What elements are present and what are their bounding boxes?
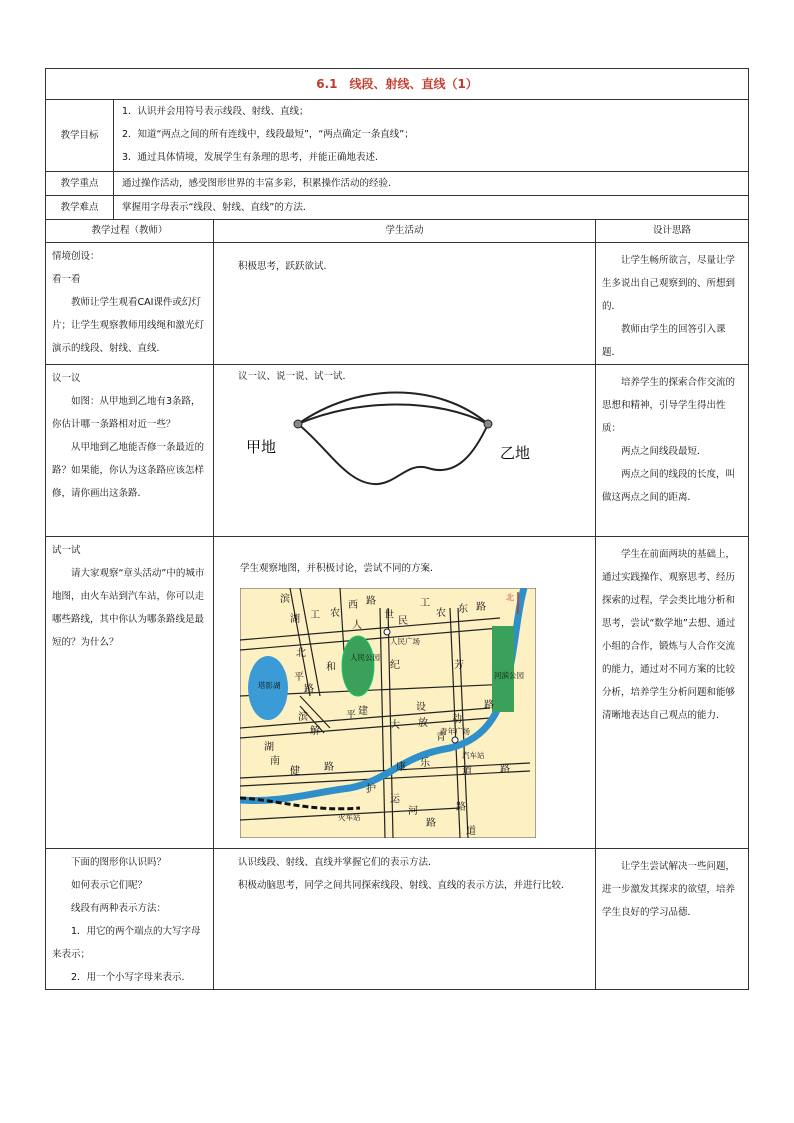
- row3-design: [596, 537, 749, 849]
- text-line: 让学生畅所欲言，尽量让学生多说出自己观察到的、所想到的．: [602, 255, 736, 312]
- text-line: 议一议: [52, 373, 81, 384]
- row1-student: [214, 243, 596, 365]
- road-char: 护: [366, 784, 376, 795]
- text-line: 教师让学生观看CAI课件或幻灯片；让学生观察教师用线绳和激光灯演示的线段、射线、直线．: [52, 297, 205, 354]
- text-line: 积极动脑思考，同学之间共同探索线段、射线、直线的表示方法，并进行比较．: [238, 880, 571, 891]
- road-char: 农: [330, 608, 340, 619]
- text-line: 两点之间线段最短．: [621, 446, 707, 457]
- text-line: 培养学生的探索合作交流的思想和精神，引导学生得出性质：: [602, 377, 736, 434]
- road-char: 西: [348, 600, 358, 611]
- road-char: 道: [466, 826, 476, 837]
- road-char: 湖: [264, 742, 274, 753]
- row4-teacher: [46, 849, 214, 990]
- place-label: 人民公园: [350, 653, 380, 662]
- header-student: 学生活动: [214, 220, 596, 243]
- text-line: 下面的图形你认识吗？: [71, 857, 167, 868]
- row2-student: [214, 365, 596, 537]
- header-teacher: 教学过程（教师）: [46, 220, 214, 243]
- road-char: 平: [346, 710, 356, 721]
- row1-teacher: [46, 243, 214, 365]
- goals-list: [114, 100, 749, 172]
- road-char: 路: [484, 700, 494, 711]
- row1-design: [596, 243, 749, 365]
- road-char: 人: [352, 620, 362, 631]
- key-point-text: 通过操作活动，感受图形世界的丰富多彩，积累操作活动的经验．: [114, 172, 749, 196]
- text-line: 如图：从甲地到乙地有3条路，你估计哪一条路相对近一些？: [52, 396, 201, 430]
- road-char: 工: [420, 598, 430, 609]
- difficulty-text: 掌握用字母表示“线段、射线、直线”的方法．: [114, 196, 749, 220]
- goal-item: 3．通过具体情境，发展学生有条理的思考，并能正确地表述．: [122, 152, 385, 163]
- city-map-svg: [240, 588, 536, 838]
- text-line: 2．用一个小写字母来表示．: [71, 972, 192, 983]
- road-char: 路: [456, 802, 466, 813]
- road-char: 大: [390, 720, 400, 731]
- lesson-table: [45, 68, 749, 990]
- square-marker: [452, 737, 458, 743]
- road-char: 路: [426, 818, 436, 829]
- text-line: 教师由学生的回答引入课题．: [602, 324, 726, 358]
- text-line: 议一议、说一说、试一试．: [238, 371, 353, 382]
- row2-teacher: [46, 365, 214, 537]
- road-char: 滨: [298, 712, 308, 723]
- row4-student: [214, 849, 596, 990]
- lesson-title-text: 线段、射线、直线（1）: [349, 77, 478, 91]
- text-line: 如何表示它们呢？: [71, 880, 148, 891]
- road-char: 青: [436, 732, 446, 743]
- row2-design: [596, 365, 749, 537]
- row3-student: [214, 537, 596, 849]
- header-design: 设计思路: [596, 220, 749, 243]
- text-line: 认识线段、射线、直线并掌握它们的表示方法．: [238, 857, 438, 868]
- road-char: 平: [294, 672, 304, 683]
- road-char: 设: [416, 702, 426, 713]
- road-char: 解: [310, 726, 320, 737]
- text-line: 线段有两种表示方法：: [71, 903, 167, 914]
- goal-item: 2．知道“两点之间的所有连线中，线段最短”，“两点确定一条直线”；: [122, 129, 414, 140]
- square-marker: [384, 629, 390, 635]
- text-line: 1．用它的两个端点的大写字母来表示；: [52, 926, 201, 960]
- text-line: 让学生尝试解决一些问题，进一步激发其探求的欲望，培养学生良好的学习品德．: [602, 861, 736, 918]
- text-line: 看一看: [52, 274, 81, 285]
- road-char: 世: [384, 610, 394, 621]
- road-char: 滨: [280, 594, 290, 605]
- goal-item: 1．认识并会用符号表示线段、射线、直线；: [122, 106, 309, 117]
- row4-design: [596, 849, 749, 990]
- lesson-number: 6.1: [316, 77, 338, 91]
- road-char: 健: [290, 766, 300, 777]
- road-char: 纪: [390, 660, 400, 671]
- road-char: 南: [270, 756, 280, 767]
- road-char: 东: [458, 604, 468, 615]
- text-line: 积极思考，跃跃欲试．: [238, 261, 334, 272]
- road-char: 路: [500, 764, 510, 775]
- place-label: 汽车站: [462, 751, 485, 760]
- road-char: 路: [366, 596, 376, 607]
- road-char: 道: [462, 766, 472, 777]
- place-label: 人民广场: [390, 637, 420, 646]
- road-char: 和: [326, 662, 336, 673]
- road-char: 路: [304, 684, 314, 695]
- label-yi-di: 乙地: [500, 444, 531, 462]
- road-char: 动: [452, 714, 462, 725]
- text-line: 两点之间的线段的长度，叫做这两点之间的距离．: [602, 469, 736, 503]
- place-label: 塔影湖: [258, 681, 281, 690]
- label-jia-di: 甲地: [246, 438, 277, 456]
- difficulty-label: 教学难点: [46, 196, 114, 220]
- point-yi-marker: [484, 420, 492, 428]
- text-line: 请大家观察“章头活动”中的城市地图，由火车站到汽车站，你可以走哪些路线，其中你认为哪条路线是最短的？为什么？: [52, 568, 205, 648]
- road-char: 康: [396, 762, 406, 773]
- place-label: 青年广场: [440, 727, 470, 736]
- key-point-label: 教学重点: [46, 172, 114, 196]
- road-char: 芳: [454, 660, 464, 671]
- road-char: 北: [296, 648, 306, 659]
- road-char: 路: [324, 762, 334, 773]
- river-park: [492, 626, 514, 712]
- road-char: 工: [310, 610, 320, 621]
- peoples-park: [342, 636, 374, 696]
- goals-label: 教学目标: [46, 100, 114, 172]
- road-char: 农: [436, 608, 446, 619]
- text-line: 情境创设：: [52, 251, 100, 262]
- road-char: 乐: [420, 758, 430, 769]
- three-roads-figure: [238, 388, 572, 498]
- row3-teacher: [46, 537, 214, 849]
- road-char: 放: [418, 718, 428, 729]
- road-char: 路: [476, 602, 486, 613]
- text-line: 试一试: [52, 545, 81, 556]
- place-label: 河滨公园: [494, 671, 524, 680]
- road-upper-curve: [298, 393, 488, 425]
- road-char: 湖: [290, 614, 300, 625]
- text-line: 学生在前面两块的基础上，通过实践操作、观察思考、经历探索的过程，学会类比地分析和思考，尝试“数学地”去想、通过小组的合作，锻炼与人合作交流的能力，通过对不同方案的比较分析，培养学生分析问题和能够清晰地表达自己观点的能力．: [602, 549, 736, 721]
- road-char: 民: [398, 616, 408, 627]
- road-char: 运: [390, 794, 400, 805]
- point-jia-marker: [294, 420, 302, 428]
- city-map: [240, 588, 571, 838]
- road-char: 河: [408, 806, 418, 817]
- lesson-title: [46, 69, 749, 100]
- north-label: 北: [506, 593, 514, 602]
- road-char: 建: [358, 706, 368, 717]
- text-line: 学生观察地图，并积极讨论，尝试不同的方案．: [240, 563, 440, 574]
- road-winding-curve: [298, 424, 488, 484]
- place-label: 火车站: [338, 813, 361, 822]
- text-line: 从甲地到乙地能否修一条最近的路？如果能，你认为这条路应该怎样修，请你画出这条路．: [52, 442, 205, 499]
- lesson-plan-sheet: [45, 68, 748, 983]
